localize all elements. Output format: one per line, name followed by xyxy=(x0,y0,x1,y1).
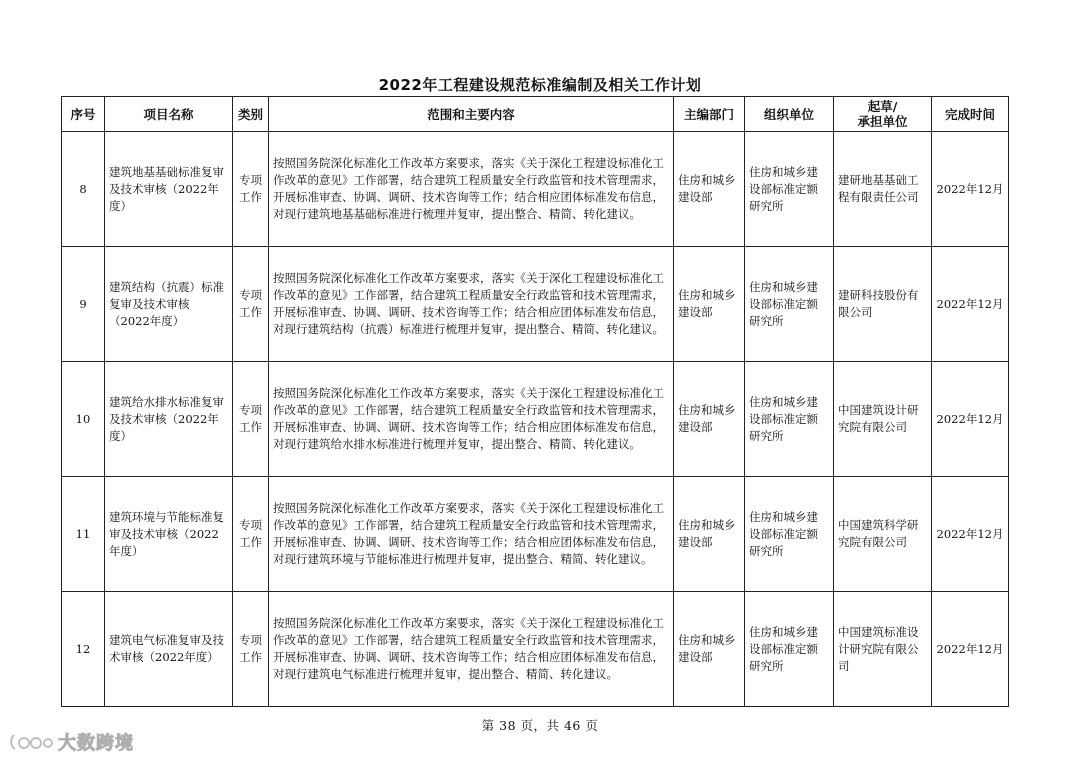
header-time: 完成时间 xyxy=(932,97,1009,132)
table-body xyxy=(62,132,1009,707)
row-org: 住房和城乡建设部标准定额研究所 xyxy=(745,592,834,707)
row-time: 2022年12月 xyxy=(932,362,1009,477)
row-project-name: 建筑地基基础标准复审及技术审核（2022年度） xyxy=(105,132,233,247)
row-dept: 住房和城乡建设部 xyxy=(674,362,745,477)
row-time: 2022年12月 xyxy=(932,477,1009,592)
row-category: 专项工作 xyxy=(233,592,269,707)
row-scope: 按照国务院深化标准化工作改革方案要求，落实《关于深化工程建设标准化工作改革的意见》工作部署，结合建筑工程质量安全行政监管和技术管理需求，开展标准审查、协调、调研、技术咨询等工作；结合相应团体标准发布信息，对现行建筑电气标准进行梳理并复审，提出整合、精简、转化建议。 xyxy=(269,592,674,707)
row-time: 2022年12月 xyxy=(932,592,1009,707)
table-row xyxy=(62,362,1009,477)
row-scope: 按照国务院深化标准化工作改革方案要求，落实《关于深化工程建设标准化工作改革的意见》工作部署，结合建筑工程质量安全行政监管和技术管理需求，开展标准审查、协调、调研、技术咨询等工作；结合相应团体标准发布信息，对现行建筑结构（抗震）标准进行梳理并复审，提出整合、精简、转化建议。 xyxy=(269,247,674,362)
table-row xyxy=(62,247,1009,362)
row-num: 12 xyxy=(62,592,105,707)
work-plan-table xyxy=(61,96,1009,707)
table-row xyxy=(62,592,1009,707)
watermark-text: 大数跨境 xyxy=(58,733,134,754)
row-dept: 住房和城乡建设部 xyxy=(674,477,745,592)
row-time: 2022年12月 xyxy=(932,132,1009,247)
watermark xyxy=(8,730,134,754)
row-num: 11 xyxy=(62,477,105,592)
row-scope: 按照国务院深化标准化工作改革方案要求，落实《关于深化工程建设标准化工作改革的意见》工作部署，结合建筑工程质量安全行政监管和技术管理需求，开展标准审查、协调、调研、技术咨询等工作；结合相应团体标准发布信息，对现行建筑给水排水标准进行梳理并复审，提出整合、精简、转化建议。 xyxy=(269,362,674,477)
table-row xyxy=(62,132,1009,247)
row-category: 专项工作 xyxy=(233,132,269,247)
row-dept: 住房和城乡建设部 xyxy=(674,247,745,362)
row-project-name: 建筑环境与节能标准复审及技术审核（2022年度） xyxy=(105,477,233,592)
row-num: 9 xyxy=(62,247,105,362)
header-name: 项目名称 xyxy=(105,97,233,132)
header-category: 类别 xyxy=(233,97,269,132)
watermark-logo-icon xyxy=(8,731,54,753)
row-org: 住房和城乡建设部标准定额研究所 xyxy=(745,247,834,362)
row-undertaker: 中国建筑设计研究院有限公司 xyxy=(834,362,932,477)
row-dept: 住房和城乡建设部 xyxy=(674,132,745,247)
row-org: 住房和城乡建设部标准定额研究所 xyxy=(745,132,834,247)
header-num: 序号 xyxy=(62,97,105,132)
row-scope: 按照国务院深化标准化工作改革方案要求，落实《关于深化工程建设标准化工作改革的意见》工作部署，结合建筑工程质量安全行政监管和技术管理需求，开展标准审查、协调、调研、技术咨询等工作；结合相应团体标准发布信息，对现行建筑环境与节能标准进行梳理并复审，提出整合、精简、转化建议。 xyxy=(269,477,674,592)
row-category: 专项工作 xyxy=(233,247,269,362)
row-num: 10 xyxy=(62,362,105,477)
row-org: 住房和城乡建设部标准定额研究所 xyxy=(745,477,834,592)
header-dept: 主编部门 xyxy=(674,97,745,132)
row-undertaker: 中国建筑科学研究院有限公司 xyxy=(834,477,932,592)
row-scope: 按照国务院深化标准化工作改革方案要求，落实《关于深化工程建设标准化工作改革的意见》工作部署，结合建筑工程质量安全行政监管和技术管理需求，开展标准审查、协调、调研、技术咨询等工作；结合相应团体标准发布信息，对现行建筑地基基础标准进行梳理并复审，提出整合、精简、转化建议。 xyxy=(269,132,674,247)
table-header xyxy=(62,97,1009,132)
header-org: 组织单位 xyxy=(745,97,834,132)
row-org: 住房和城乡建设部标准定额研究所 xyxy=(745,362,834,477)
row-num: 8 xyxy=(62,132,105,247)
page-number-footer: 第 38 页，共 46 页 xyxy=(481,718,599,733)
row-category: 专项工作 xyxy=(233,477,269,592)
row-undertaker: 建研科技股份有限公司 xyxy=(834,247,932,362)
row-dept: 住房和城乡建设部 xyxy=(674,592,745,707)
header-undertaker: 起草/ 承担单位 xyxy=(834,97,932,132)
row-undertaker: 中国建筑标准设计研究院有限公司 xyxy=(834,592,932,707)
row-time: 2022年12月 xyxy=(932,247,1009,362)
row-project-name: 建筑结构（抗震）标准复审及技术审核（2022年度） xyxy=(105,247,233,362)
row-project-name: 建筑给水排水标准复审及技术审核（2022年度） xyxy=(105,362,233,477)
header-row xyxy=(62,97,1009,132)
table-row xyxy=(62,477,1009,592)
document-title: 2022年工程建设规范标准编制及相关工作计划 xyxy=(378,76,702,94)
row-project-name: 建筑电气标准复审及技术审核（2022年度） xyxy=(105,592,233,707)
header-scope: 范围和主要内容 xyxy=(269,97,674,132)
row-category: 专项工作 xyxy=(233,362,269,477)
row-undertaker: 建研地基基础工程有限责任公司 xyxy=(834,132,932,247)
